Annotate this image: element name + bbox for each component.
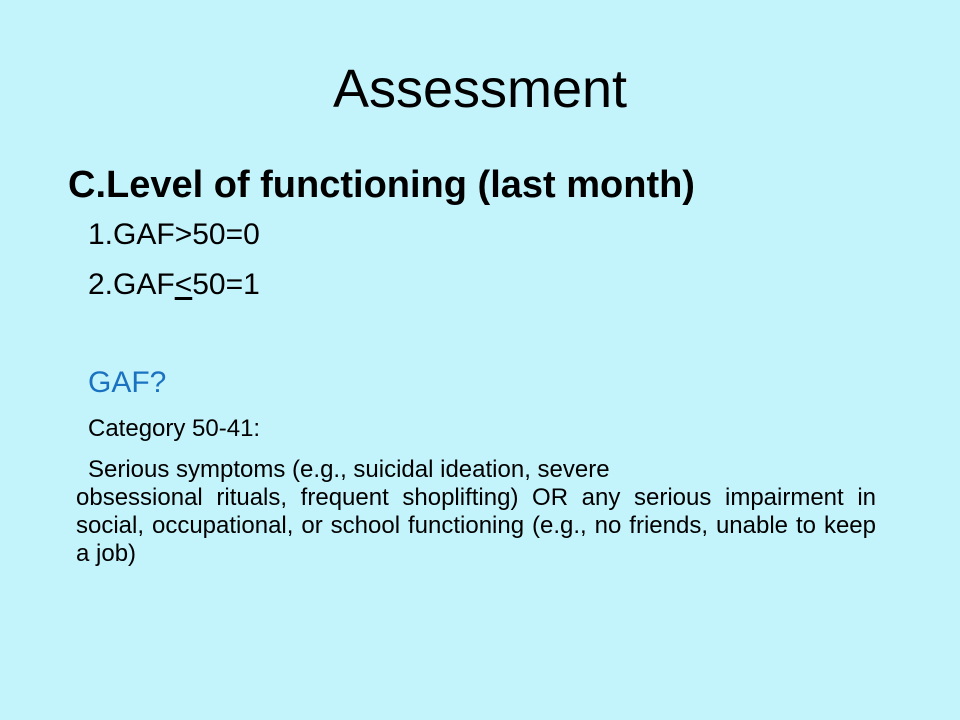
- gaf-question: GAF?: [88, 366, 167, 399]
- list-item-2: [88, 266, 260, 304]
- list-item-1-operator: >: [174, 218, 193, 251]
- list-item-2-suffix: 50=1: [192, 268, 260, 301]
- slide-title: Assessment: [332, 59, 628, 119]
- list-item-2-prefix: 2.GAF: [88, 268, 175, 301]
- list-item-1-prefix: 1.GAF: [88, 218, 175, 251]
- category-description: [76, 456, 888, 568]
- list-item-1: [88, 216, 260, 254]
- list-item-1-suffix: 50=0: [192, 218, 260, 251]
- list-item-2-operator: <: [174, 268, 193, 301]
- category-label: Category 50-41:: [88, 415, 261, 442]
- description-first-line: Serious symptoms (e.g., suicidal ideation, severe: [88, 456, 610, 483]
- section-heading: C.Level of functioning (last month): [68, 164, 695, 206]
- description-rest: obsessional rituals, frequent shoplifting) OR any serious impairment in social, occupational, or school functioning (e.g., no friends, unable to keep a job): [76, 484, 876, 567]
